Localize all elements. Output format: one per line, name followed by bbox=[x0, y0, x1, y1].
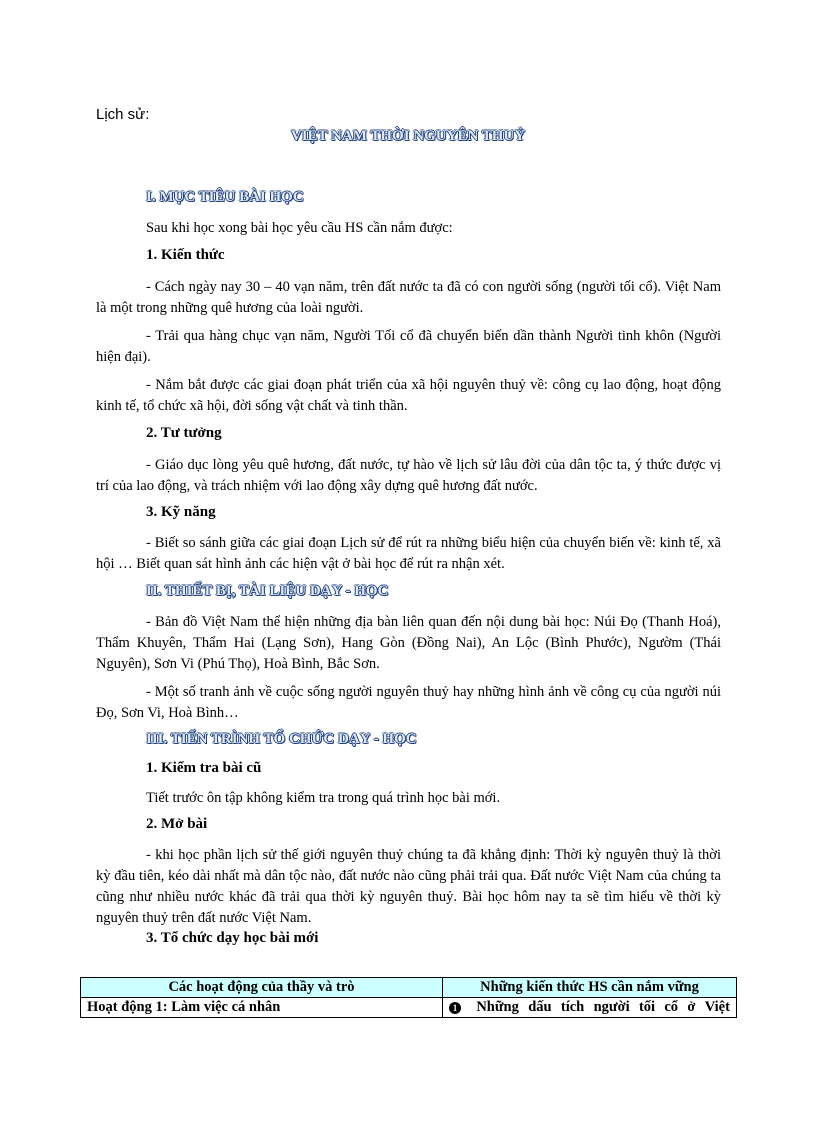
skill-item-1: - Biết so sánh giữa các giai đoạn Lịch sử để rút ra những biểu hiện của chuyển biến về: kinh tế, xã hội … Biết quan sát hình ảnh các hiện vật ở bài học để rút ra nhận xét. bbox=[96, 535, 721, 572]
knowledge-word: ở bbox=[687, 999, 696, 1015]
knowledge-word: tối bbox=[638, 999, 656, 1015]
section-heading-equipment: II. THIẾT BỊ, TÀI LIỆU DẠY - HỌC bbox=[146, 583, 389, 599]
knowledge-line bbox=[449, 999, 730, 1016]
table-header-row bbox=[81, 978, 737, 998]
table-header-activities: Các hoạt động của thầy và trò bbox=[81, 978, 443, 998]
table-cell-knowledge-1 bbox=[443, 998, 737, 1018]
knowledge-heading: 1. Kiến thức bbox=[146, 247, 225, 263]
section-heading-process: III. TIẾN TRÌNH TỔ CHỨC DẠY - HỌC bbox=[146, 731, 417, 747]
check-heading: 1. Kiểm tra bài cũ bbox=[146, 760, 262, 776]
table-cell-activity-1: Hoạt động 1: Làm việc cá nhân bbox=[81, 998, 443, 1018]
open-heading: 2. Mở bài bbox=[146, 816, 208, 832]
knowledge-item-1: - Cách ngày nay 30 – 40 vạn năm, trên đất nước ta đã có con người sống (người tối cổ). Việt Nam là một trong những quê hương của loài người. bbox=[96, 279, 721, 316]
thought-heading: 2. Tư tưởng bbox=[146, 425, 222, 441]
thought-item-1: - Giáo dục lòng yêu quê hương, đất nước, tự hào về lịch sử lâu đời của dân tộc ta, ý thức được vị trí của lao động, và trách nhiệm với lao động xây dựng quê hương đất nước. bbox=[96, 457, 721, 494]
knowledge-word: Những bbox=[476, 999, 519, 1015]
knowledge-word: Việt bbox=[704, 999, 730, 1015]
equipment-item-2: - Một số tranh ảnh về cuộc sống người nguyên thuỷ hay những hình ảnh về công cụ của người núi Đọ, Sơn Vi, Hoà Bình… bbox=[96, 684, 721, 721]
check-text: Tiết trước ôn tập không kiểm tra trong quá trình học bài mới. bbox=[146, 790, 501, 806]
knowledge-word: người bbox=[593, 999, 630, 1015]
knowledge-word: dấu bbox=[528, 999, 552, 1015]
knowledge-word: tích bbox=[560, 999, 585, 1015]
numbered-bullet-icon: 1 bbox=[449, 999, 467, 1016]
open-text: - khi học phần lịch sử thế giới nguyên thuỷ chúng ta đã khẳng định: Thời kỳ nguyên thuỷ là thời kỳ đầu tiên, kéo dài nhất mà dân tộc nào, đất nước nào cũng phải trải qua. Đất nước Việt Nam của chúng ta cũng như nhiều nước khác đã trải qua thời kỳ nguyên thuỷ. Bài học hôm nay ta sẽ tìm hiểu về thời kỳ nguyên thuỷ trên đất nước Việt Nam. bbox=[96, 847, 721, 926]
knowledge-item-3: - Nắm bắt được các giai đoạn phát triển của xã hội nguyên thuỷ về: công cụ lao động, hoạt động kinh tế, tổ chức xã hội, đời sống vật chất và tinh thần. bbox=[96, 377, 721, 414]
objectives-intro: Sau khi học xong bài học yêu cầu HS cần nắm được: bbox=[146, 220, 453, 236]
page-title: VIỆT NAM THỜI NGUYÊN THUỶ bbox=[290, 128, 526, 144]
skill-heading: 3. Kỹ năng bbox=[146, 504, 216, 520]
equipment-item-1: - Bản đồ Việt Nam thể hiện những địa bàn liên quan đến nội dung bài học: Núi Đọ (Thanh Hoá), Thẩm Khuyên, Thẩm Hai (Lạng Sơn), Hang Gòn (Đồng Nai), An Lộc (Bình Phước), Ngườm (Thái Nguyên), Sơn Vi (Phú Thọ), Hoà Bình, Bắc Sơn. bbox=[96, 614, 721, 672]
table-header-knowledge: Những kiến thức HS cần nắm vững bbox=[443, 978, 737, 998]
subject-label: Lịch sử: bbox=[96, 106, 150, 123]
lesson-activity-table bbox=[80, 977, 737, 1018]
section-heading-objectives: I. MỤC TIÊU BÀI HỌC bbox=[146, 189, 304, 205]
knowledge-item-2: - Trải qua hàng chục vạn năm, Người Tối cổ đã chuyển biến dần thành Người tinh khôn (Người hiện đại). bbox=[96, 328, 721, 365]
table-row bbox=[81, 998, 737, 1018]
organize-heading: 3. Tổ chức dạy học bài mới bbox=[146, 930, 319, 946]
knowledge-word: cổ bbox=[664, 999, 679, 1015]
